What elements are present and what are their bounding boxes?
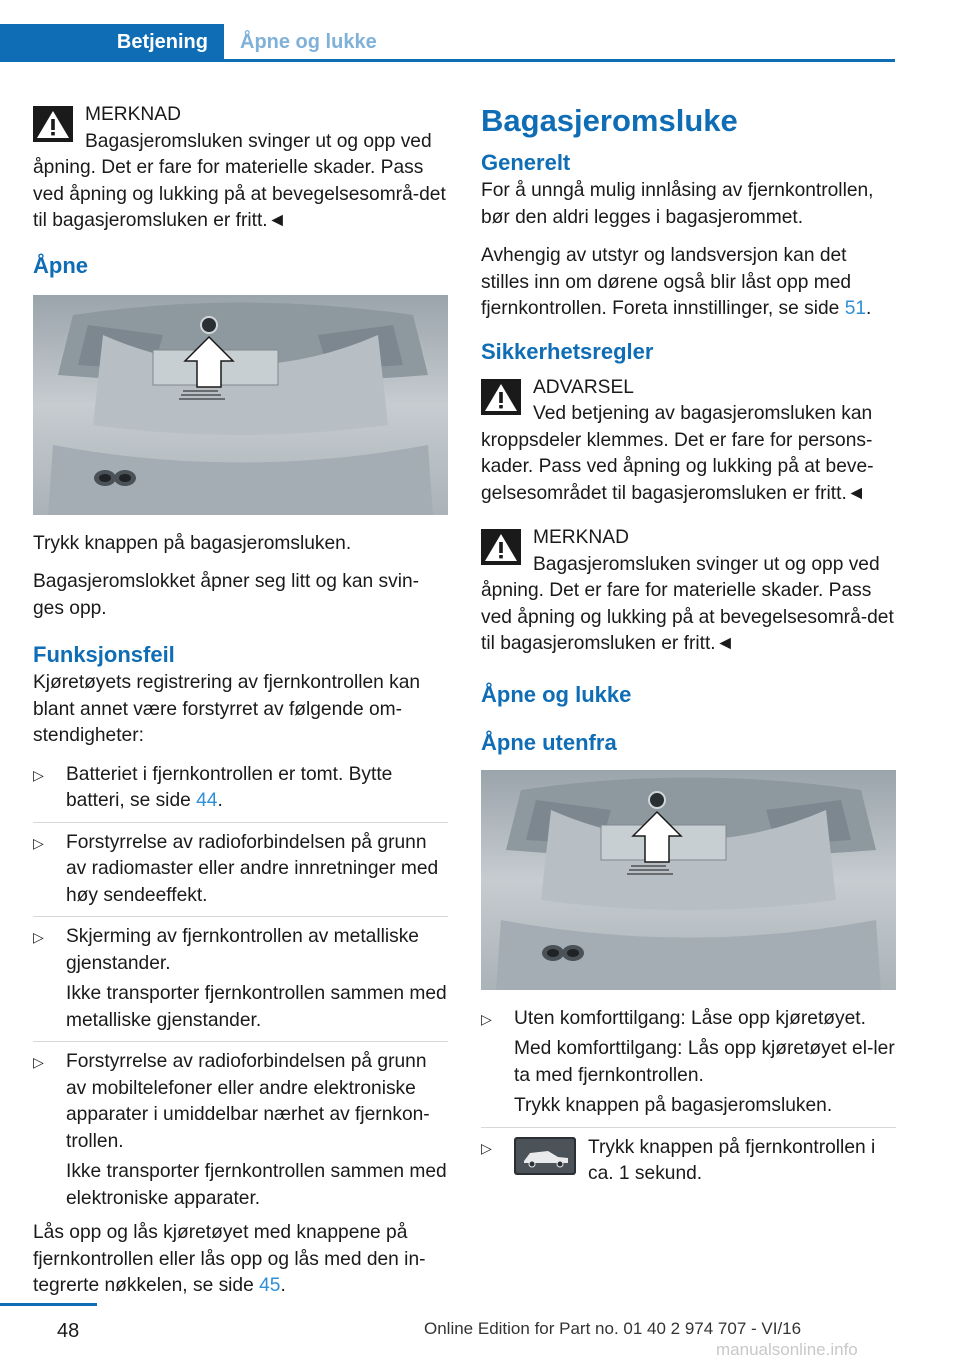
page-number: 48 xyxy=(57,1320,80,1342)
notice-label: MERKNAD xyxy=(533,527,629,548)
list-item xyxy=(33,762,448,823)
header-divider xyxy=(224,59,895,62)
warning-triangle-icon xyxy=(481,529,521,565)
list-item-subtext: Ikke transporter fjernkontrollen sammen med metalliske gjenstander. xyxy=(66,983,447,1031)
tab-subsection: Åpne og lukke xyxy=(240,31,377,53)
notice-text: Bagasjeromsluken svinger ut og opp ved åpning. Det er fare for materielle skader. Pass ved åpning og lukking på at bevegelsesområ-det til bagasjeromsluken er fritt.◄ xyxy=(481,553,894,654)
notice-box xyxy=(481,525,896,658)
list-item-text: Skjerming av fjernkontrollen av metalliske gjenstander. xyxy=(66,926,419,974)
section-title: Betjening xyxy=(116,31,208,53)
right-column xyxy=(481,102,896,1203)
list-item xyxy=(33,1049,448,1212)
list-item-subtext: Trykk knappen på bagasjeromsluken. xyxy=(514,1095,833,1116)
page-link[interactable]: 45 xyxy=(259,1275,281,1296)
edition-info: Online Edition for Part no. 01 40 2 974 707 - VI/16 xyxy=(424,1319,802,1338)
paragraph xyxy=(481,243,896,323)
triangle-bullet-icon: ▷ xyxy=(33,766,44,783)
page-link[interactable]: 44 xyxy=(196,790,218,811)
list-item-text: Forstyrrelse av radioforbindelsen på grunn av mobiltelefoner eller andre elektroniske apparater i umiddelbar nærhet av fjernkon-trollen. xyxy=(66,1051,430,1152)
paragraph xyxy=(33,1220,448,1300)
triangle-bullet-icon: ▷ xyxy=(33,929,44,945)
list-item-text: Forstyrrelse av radioforbindelsen på grunn av radiomaster eller andre innretninger med høy sendeeffekt. xyxy=(66,831,439,906)
paragraph-suffix: . xyxy=(866,298,872,319)
trunk-open-illustration xyxy=(33,295,448,515)
paragraph-suffix: . xyxy=(280,1275,286,1296)
paragraph-text: Lås opp og lås kjøretøyet med knappene på fjernkontrollen eller lås opp og lås med den in-tegrerte nøkkelen, se side xyxy=(33,1222,426,1296)
heading-open-close: Åpne og lukke xyxy=(481,681,632,707)
footer-divider xyxy=(0,1303,97,1306)
warning-triangle-icon xyxy=(481,379,521,415)
triangle-bullet-icon: ▷ xyxy=(481,1010,492,1027)
page-header xyxy=(0,24,895,62)
paragraph: For å unngå mulig innlåsing av fjernkontrollen, bør den aldri legges i bagasjerommet. xyxy=(481,180,874,228)
paragraph: Trykk knappen på bagasjeromsluken. xyxy=(33,532,352,554)
heading-safety: Sikkerhetsregler xyxy=(481,338,654,364)
heading-open: Åpne xyxy=(33,252,88,278)
paragraph: Bagasjeromslokket åpner seg litt og kan svin-ges opp. xyxy=(33,571,420,619)
warning-box xyxy=(481,375,896,508)
list-item-text: Trykk knappen på fjernkontrollen i ca. 1 sekund. xyxy=(588,1136,876,1184)
heading-general: Generelt xyxy=(481,150,571,175)
malfunction-list xyxy=(33,762,448,1213)
list-item xyxy=(481,1006,896,1128)
notice-label: MERKNAD xyxy=(85,104,181,125)
triangle-bullet-icon: ▷ xyxy=(33,834,44,851)
list-item xyxy=(481,1135,896,1195)
list-item-suffix: . xyxy=(217,790,223,811)
triangle-bullet-icon: ▷ xyxy=(33,1054,44,1070)
list-item-text: Uten komforttilgang: Låse opp kjøretøyet. xyxy=(514,1007,866,1029)
warning-triangle-icon xyxy=(33,106,73,142)
tab-section xyxy=(0,24,224,62)
warning-label: ADVARSEL xyxy=(533,376,634,398)
notice-text: Bagasjeromsluken svinger ut og opp ved åpning. Det er fare for materielle skader. Pass ved åpning og lukking på at bevegelsesområ-det til bagasjeromsluken er fritt.◄ xyxy=(33,130,446,231)
list-item-text: Batteriet i fjernkontrollen er tomt. Bytte batteri, se side xyxy=(66,763,393,811)
paragraph: Kjøretøyets registrering av fjernkontrollen kan blant annet være forstyrret av følgende om-stendigheter: xyxy=(33,672,421,746)
page-link[interactable]: 51 xyxy=(844,298,867,319)
trunk-open-outside-illustration xyxy=(481,770,896,990)
watermark: manualsonline.info xyxy=(716,1340,858,1359)
heading-malfunction: Funksjonsfeil xyxy=(33,642,175,667)
notice-box xyxy=(33,102,448,235)
heading-open-outside: Åpne utenfra xyxy=(481,729,617,755)
warning-text: Ved betjening av bagasjeromsluken kan kroppsdeler klemmes. Det er fare for persons-kader. Pass ved åpning og lukking på at beve-gelsesområdet til bagasjeromsluken er fritt.◄ xyxy=(481,403,874,504)
open-outside-list xyxy=(481,1006,896,1195)
list-item xyxy=(33,924,448,1042)
list-item-subtext: Med komforttilgang: Lås opp kjøretøyet el-ler ta med fjernkontrollen. xyxy=(514,1038,895,1086)
paragraph-text: Avhengig av utstyr og landsversjon kan det stilles inn om dørene også blir låst opp med fjernkontrollen. Foreta innstillinger, se side xyxy=(481,245,852,319)
list-item-subtext: Ikke transporter fjernkontrollen sammen med elektroniske apparater. xyxy=(66,1161,447,1209)
list-item xyxy=(33,830,448,918)
remote-car-icon xyxy=(514,1137,576,1175)
triangle-bullet-icon: ▷ xyxy=(481,1139,492,1156)
left-column xyxy=(33,102,448,1312)
page-title: Bagasjeromsluke xyxy=(481,103,738,138)
